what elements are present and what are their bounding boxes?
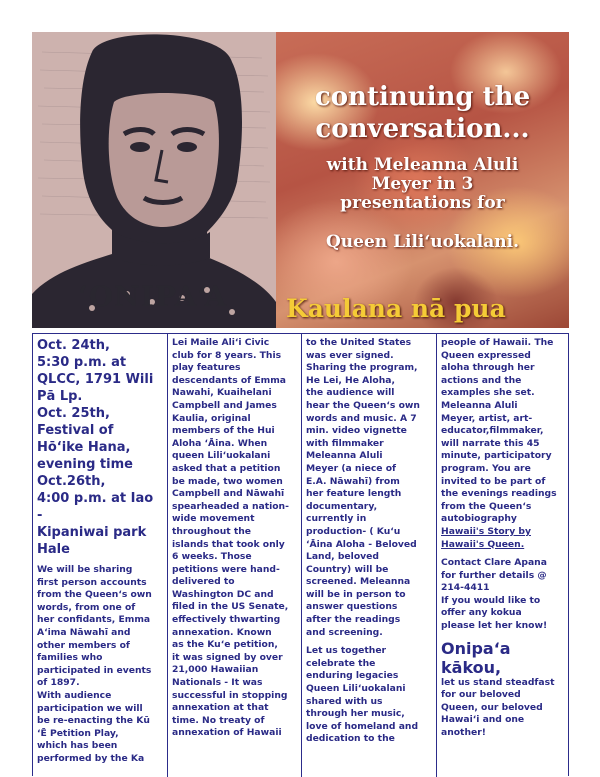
text-line: 6 weeks. Those <box>172 551 252 563</box>
narration-paragraph <box>441 337 565 551</box>
text-line: Let us together <box>306 645 387 657</box>
text-line: let us stand steadfast <box>441 676 555 688</box>
text-line: time. No treaty of <box>172 714 265 726</box>
hibiscus-photo <box>276 32 569 328</box>
text-line: spearheaded a nation- <box>172 500 289 512</box>
text-line: Aloha ‘Āina. When <box>172 437 268 449</box>
text-line: Contact Clare Apana <box>441 557 547 569</box>
text-line: other members of <box>37 639 130 651</box>
text-line: through her music, <box>306 708 405 720</box>
column-2 <box>167 334 301 777</box>
column-1 <box>33 334 167 777</box>
text-line: descendants of Emma <box>172 374 287 386</box>
closing-title: Onipa‘a kākou, <box>441 638 511 677</box>
text-line: petitions were hand- <box>172 563 280 575</box>
text-line: 21,000 Hawaiian <box>172 664 259 676</box>
subtitle-line-4: Queen Lili‘uokalani. <box>325 232 520 252</box>
text-line: words, from one of <box>37 601 136 613</box>
text-line: currently in <box>306 513 367 525</box>
text-line: her confidants, Emma <box>37 614 151 626</box>
text-line: be re-enacting the Kū <box>37 715 150 727</box>
text-line: minute, participatory <box>441 450 552 462</box>
event-line: Oct. 24th, <box>37 338 110 353</box>
text-line: autobiography <box>441 513 517 525</box>
contact-paragraph <box>441 557 565 633</box>
text-line: performed by the Ka <box>37 752 145 764</box>
text-line: documentary, <box>306 500 378 512</box>
text-line: If you would like to <box>441 594 541 606</box>
text-line: effectively thwarting <box>172 614 281 626</box>
event-line: Oct.26th, <box>37 474 106 489</box>
text-line: the evenings readings <box>441 488 557 500</box>
event-line: Hale <box>37 542 70 557</box>
text-line: throughout the <box>172 525 252 537</box>
title-line-1: continuing the <box>314 82 531 112</box>
phone-number: 214-4411 <box>441 582 490 594</box>
article-columns <box>32 333 569 776</box>
text-line: program. You are <box>441 462 531 474</box>
text-line: with filmmaker <box>306 437 384 449</box>
text-line: first person accounts <box>37 576 147 588</box>
text-line: min. video vignette <box>306 425 407 437</box>
intro-paragraph <box>37 564 163 766</box>
text-line: families who <box>37 652 103 664</box>
subtitle-line-1: with Meleanna Aluli <box>326 155 519 175</box>
event-line: Kipaniwai park <box>37 525 147 540</box>
subtitle-line-2: Meyer in 3 <box>371 174 474 194</box>
text-line: hear the Queen‘s own <box>306 399 420 411</box>
text-line: Hawai‘i and one <box>441 714 525 726</box>
text-line: invited to be part of <box>441 475 546 487</box>
text-line: filed in the US Senate, <box>172 601 289 613</box>
text-line: Nawahi, Kuaihelani <box>172 387 272 399</box>
text-line: annexation. Known <box>172 626 272 638</box>
text-line: annexation of Hawaii <box>172 727 282 739</box>
book-title-link[interactable]: Hawaii's Story by <box>441 525 531 537</box>
text-line: and screening. <box>306 626 383 638</box>
text-line: actions and the <box>441 374 522 386</box>
text-line: words and music. A 7 <box>306 412 417 424</box>
text-line: asked that a petition <box>172 462 281 474</box>
text-line: after the readings <box>306 614 401 626</box>
text-line: celebrate the <box>306 657 376 669</box>
text-line: Country) will be <box>306 563 389 575</box>
text-line: participated in events <box>37 664 152 676</box>
text-line: Campbell and Nāwahī <box>172 488 285 500</box>
text-line: Meleanna Aluli <box>306 450 383 462</box>
queen-portrait <box>32 32 276 328</box>
text-line: Lei Maile Ali‘i Civic <box>172 337 270 348</box>
event-line: Festival of <box>37 423 114 438</box>
text-line: answer questions <box>306 601 398 613</box>
text-line: successful in stopping <box>172 689 288 701</box>
text-line: Kaulia, original <box>172 412 251 424</box>
event-line: Pā Lp. <box>37 389 83 404</box>
text-line: from the Queen‘s own <box>37 589 152 601</box>
text-line: Land, beloved <box>306 551 379 563</box>
text-line: ‘Ē Petition Play, <box>37 727 119 739</box>
text-line: Meyer (a niece of <box>306 462 397 474</box>
event-line: Hō‘ike Hana, <box>37 440 131 455</box>
kaulana-title: Kaulana nā pua <box>286 294 506 323</box>
text-line: production- ( Ku‘u <box>306 525 401 537</box>
text-line: please let her know! <box>441 620 548 632</box>
text-line: people of Hawaii. The <box>441 337 554 348</box>
text-line: He Lei, He Aloha, <box>306 374 395 386</box>
text-line: annexation at that <box>172 702 269 714</box>
text-line: Queen, our beloved <box>441 701 543 713</box>
text-line: wide movement <box>172 513 255 525</box>
text-line: as the Ku‘e petition, <box>172 639 278 651</box>
text-line: Campbell and James <box>172 399 277 411</box>
text-line: E.A. Nāwahī) from <box>306 475 400 487</box>
text-line: play features <box>172 362 241 374</box>
closing-paragraph <box>441 639 565 740</box>
book-title-link[interactable]: Hawaii's Queen. <box>441 538 525 550</box>
text-line: Nationals - It was <box>172 677 263 689</box>
text-line: Queen Lili‘uokalani <box>306 683 406 695</box>
text-line: was ever signed. <box>306 349 394 361</box>
text-line: club for 8 years. This <box>172 349 282 361</box>
text-line: love of homeland and <box>306 720 419 732</box>
text-line: With audience <box>37 689 112 701</box>
event-line: QLCC, 1791 Wili <box>37 372 154 387</box>
column-3 <box>301 334 436 777</box>
text-line: Queen expressed <box>441 349 531 361</box>
text-line: Meleanna Aluli <box>441 399 518 411</box>
text-line: aloha through her <box>441 362 535 374</box>
column-4 <box>436 334 569 777</box>
text-line: of 1897. <box>37 677 80 689</box>
header-banner <box>32 32 569 328</box>
text-line: enduring legacies <box>306 670 399 682</box>
text-line: members of the Hui <box>172 425 275 437</box>
text-line: Washington DC and <box>172 588 274 600</box>
text-line: for our beloved <box>441 689 521 701</box>
event-line: evening time <box>37 457 133 472</box>
program-paragraph <box>306 337 432 639</box>
text-line: for further details @ <box>441 569 547 581</box>
text-line: participation we will <box>37 702 143 714</box>
event-schedule <box>37 337 163 558</box>
text-line: another! <box>441 727 486 739</box>
text-line: from the Queen‘s <box>441 500 532 512</box>
text-line: will narrate this 45 <box>441 437 540 449</box>
text-line: We will be sharing <box>37 564 133 575</box>
text-line: will be in person to <box>306 588 406 600</box>
text-line: islands that took only <box>172 538 285 550</box>
text-line: the audience will <box>306 387 395 399</box>
event-line: 4:00 p.m. at Iao - <box>37 491 154 523</box>
text-line: Meyer, artist, art- <box>441 412 533 424</box>
onipaa-text: ‘ONIPA‘A <box>78 280 228 313</box>
event-line: 5:30 p.m. at <box>37 355 127 370</box>
text-line: delivered to <box>172 576 235 588</box>
title-line-2: conversation... <box>315 114 530 144</box>
text-line: dedication to the <box>306 733 395 745</box>
event-line: Oct. 25th, <box>37 406 110 421</box>
text-line: her feature length <box>306 488 402 500</box>
text-line: shared with us <box>306 695 383 707</box>
subtitle-line-3: presentations for <box>340 193 505 213</box>
text-line: educator,filmmaker, <box>441 425 544 437</box>
text-line: offer any kokua <box>441 607 522 619</box>
celebrate-paragraph <box>306 645 432 746</box>
text-line: Sharing the program, <box>306 362 418 374</box>
text-line: screened. Meleanna <box>306 576 411 588</box>
text-line: queen Lili‘uokalani <box>172 450 271 462</box>
text-line: be made, two women <box>172 475 283 487</box>
text-line: A‘ima Nāwahī and <box>37 626 131 638</box>
text-line: examples she set. <box>441 387 535 399</box>
text-line: which has been <box>37 740 118 752</box>
text-line: to the United States <box>306 337 412 348</box>
text-line: ‘Āina Aloha - Beloved <box>306 538 417 550</box>
text-line: it was signed by over <box>172 651 283 663</box>
